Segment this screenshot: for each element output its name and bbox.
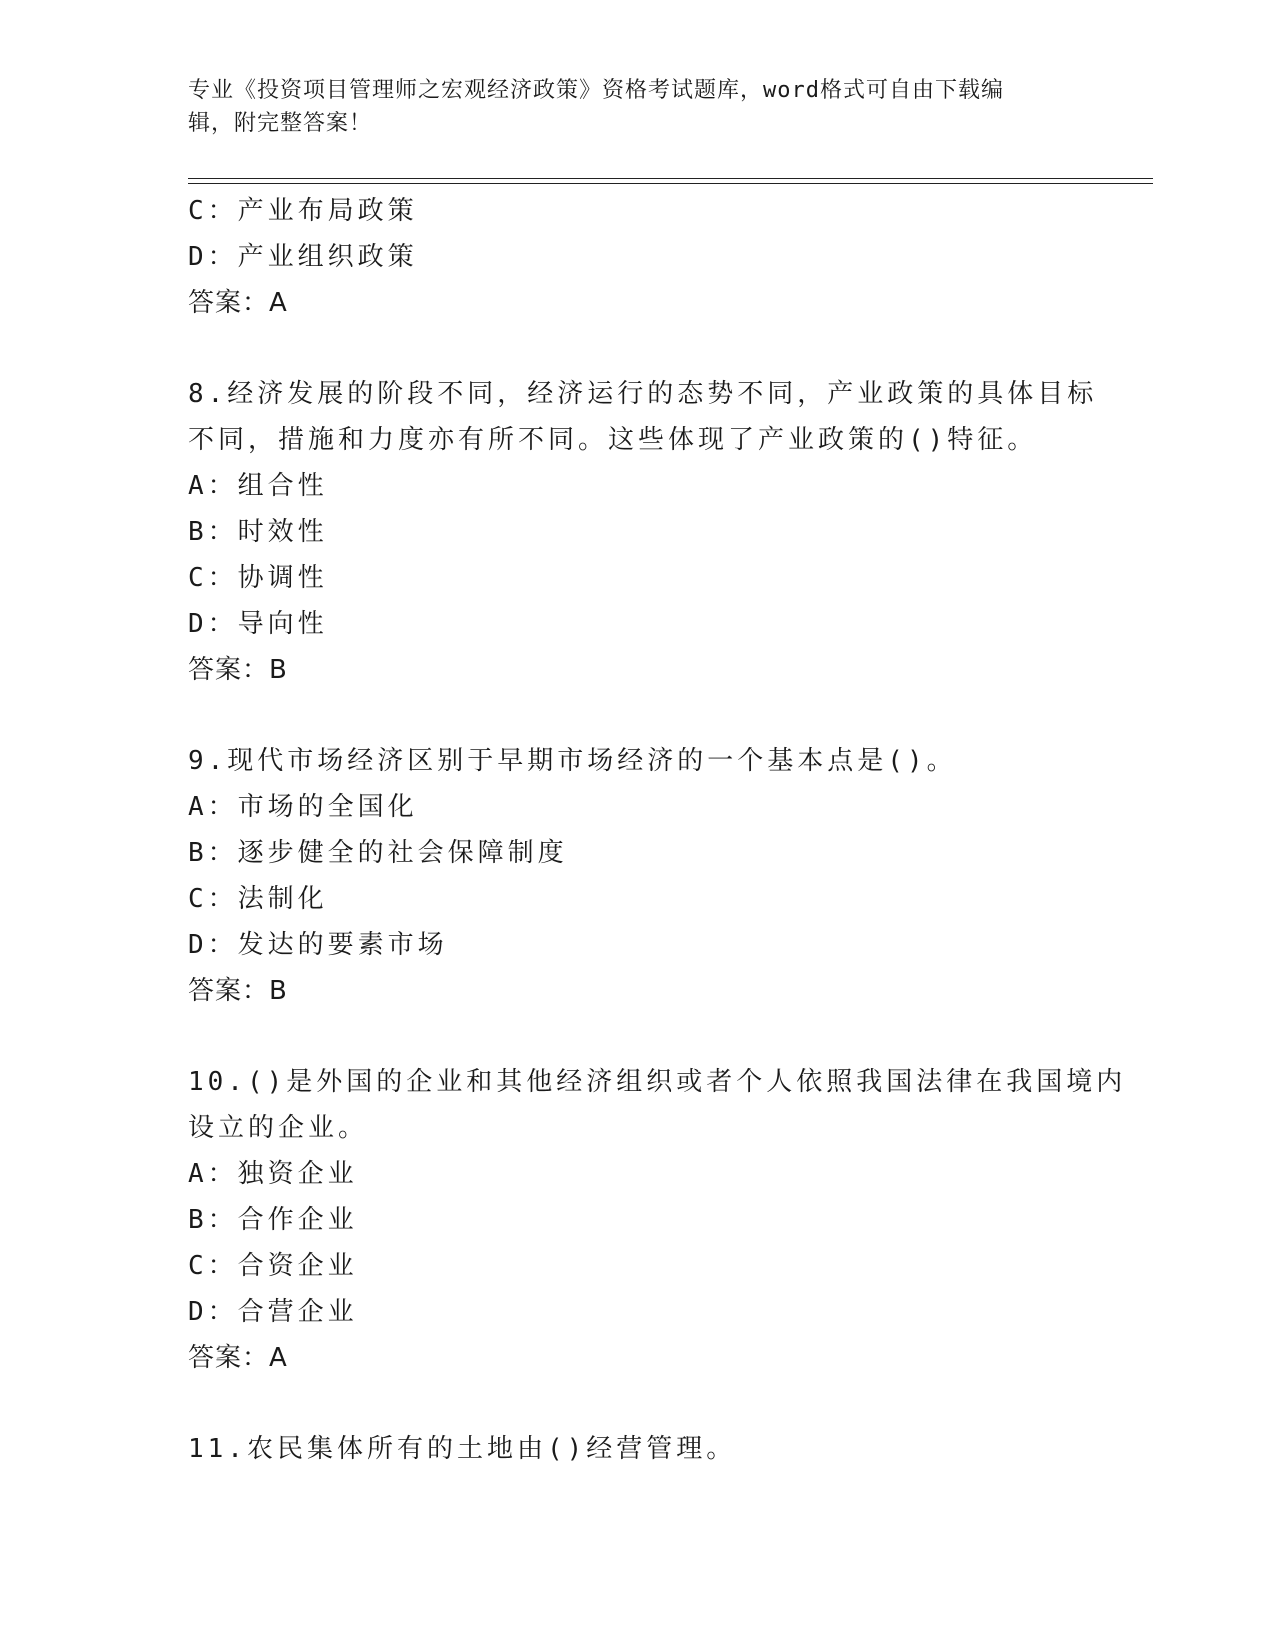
q10-option-d: D：合营企业: [188, 1297, 358, 1327]
q7-option-d: D：产业组织政策: [188, 242, 418, 272]
q8-answer: 答案：B: [188, 655, 288, 685]
header-line-1: 专业《投资项目管理师之宏观经济政策》资格考试题库，word格式可自由下载编: [188, 78, 1004, 103]
q10-option-b: B：合作企业: [188, 1205, 358, 1235]
header-line-2: 辑，附完整答案！: [188, 111, 373, 136]
document-header: [188, 74, 1068, 140]
q9-option-b: B：逐步健全的社会保障制度: [188, 838, 568, 868]
q10-option-c: C：合资企业: [188, 1251, 358, 1281]
q9-option-a: A：市场的全国化: [188, 792, 418, 822]
q9-option-d: D：发达的要素市场: [188, 930, 448, 960]
question-11: [188, 1426, 1088, 1472]
q8-option-d: D：导向性: [188, 609, 328, 639]
q9-option-c: C：法制化: [188, 884, 328, 914]
question-10: [188, 1059, 1127, 1381]
q10-stem-line-2: 设立的企业。: [188, 1113, 369, 1143]
q10-stem-line-1: 10.()是外国的企业和其他经济组织或者个人依照我国法律在我国境内: [188, 1067, 1127, 1097]
q10-option-a: A：独资企业: [188, 1159, 358, 1189]
q7-answer: 答案：A: [188, 288, 288, 318]
q8-option-c: C：协调性: [188, 563, 328, 593]
q7-option-c: C：产业布局政策: [188, 196, 418, 226]
header-rule-bottom: [188, 183, 1153, 184]
q8-option-b: B：时效性: [188, 517, 328, 547]
question-7: [188, 188, 1088, 326]
q10-answer: 答案：A: [188, 1343, 288, 1373]
q8-stem-line-1: 8.经济发展的阶段不同，经济运行的态势不同，产业政策的具体目标: [188, 379, 1098, 409]
q9-answer: 答案：B: [188, 976, 288, 1006]
question-9: [188, 738, 1088, 1014]
q8-stem-line-2: 不同，措施和力度亦有所不同。这些体现了产业政策的()特征。: [188, 425, 1038, 455]
q9-stem-line-1: 9.现代市场经济区别于早期市场经济的一个基本点是()。: [188, 746, 957, 776]
q8-option-a: A：组合性: [188, 471, 328, 501]
question-content: [188, 188, 1127, 1472]
question-8: [188, 371, 1098, 693]
q11-stem-line-1: 11.农民集体所有的土地由()经营管理。: [188, 1434, 737, 1464]
header-rule-top: [188, 178, 1153, 179]
